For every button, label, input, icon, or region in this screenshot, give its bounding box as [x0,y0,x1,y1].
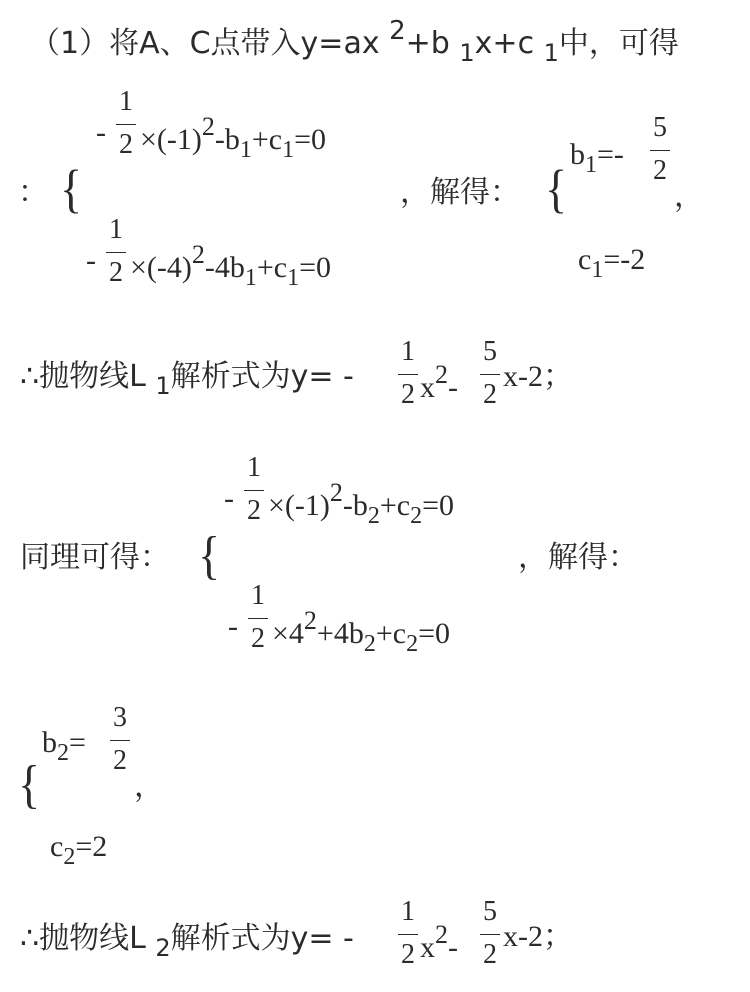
c2-value: $c_2=2$ [50,830,108,870]
system-colon: ： [18,175,48,210]
subscript: 1 [543,39,559,67]
l1-x2: $x^2-$ [420,360,458,404]
l2-text: ∴抛物线L $_2$解析式为y= - [20,921,354,962]
intro-text: +b [405,26,460,61]
minus-sign: - [224,482,234,515]
l2-x2: $x^2-$ [420,920,458,964]
fraction: 5 2 [480,338,500,409]
fraction [116,88,136,159]
numerator: 5 [653,112,667,143]
denominator: 2 [653,155,667,186]
c1-value: $c_1=-2$ [578,243,646,283]
fraction [106,216,126,287]
equation-body: $\times 4^2+4b_2+c_2=0$ [272,606,450,657]
l1-text: ∴抛物线L $_1$解析式为y= - [20,359,354,400]
intro-text: x+c [474,26,544,61]
b2-value: $b_2=$ [42,726,86,766]
equation-body: $\times(-4)^2-4b_1+c_1=0$ [130,240,332,291]
similarly-label: 同理可得： [20,540,170,575]
intro-line [30,18,679,65]
fraction: 5 2 [480,898,500,969]
solution-brace: { [18,755,41,814]
minus-sign: - [86,244,96,277]
denominator: 2 [119,129,133,160]
solve-label: ，解得： [518,540,638,575]
solution-brace: { [545,159,568,218]
fraction: 1 2 [248,582,268,653]
solve-label: ，解得： [400,175,520,210]
equation-body: $\times(-1)^2-b_2+c_2=0$ [268,478,455,529]
l2-tail: x-2； [503,920,573,953]
fraction [650,114,670,185]
minus-sign: - [96,116,106,149]
minus-sign: - [228,610,238,643]
fraction: 1 2 [398,898,418,969]
l1-tail: x-2； [503,360,573,393]
b1-value: $b_1=-$ [570,138,624,178]
system-brace: { [60,159,83,218]
numerator: 1 [119,86,133,117]
fraction: 1 2 [244,454,264,525]
equation-body: $\times(-1)^2-b_1+c_1=0$ [140,112,327,163]
denominator: 2 [109,257,123,288]
fraction: 1 2 [398,338,418,409]
numerator: 1 [109,214,123,245]
comma: ， [134,770,164,803]
comma: ， [674,180,704,213]
subscript: 1 [459,39,475,67]
intro-text: 中，可得 [558,26,679,61]
exponent: 2 [389,16,406,46]
system-brace: { [198,526,221,585]
fraction: 3 2 [110,704,130,775]
intro-text: （1）将A、C点带入y=ax [30,26,390,61]
